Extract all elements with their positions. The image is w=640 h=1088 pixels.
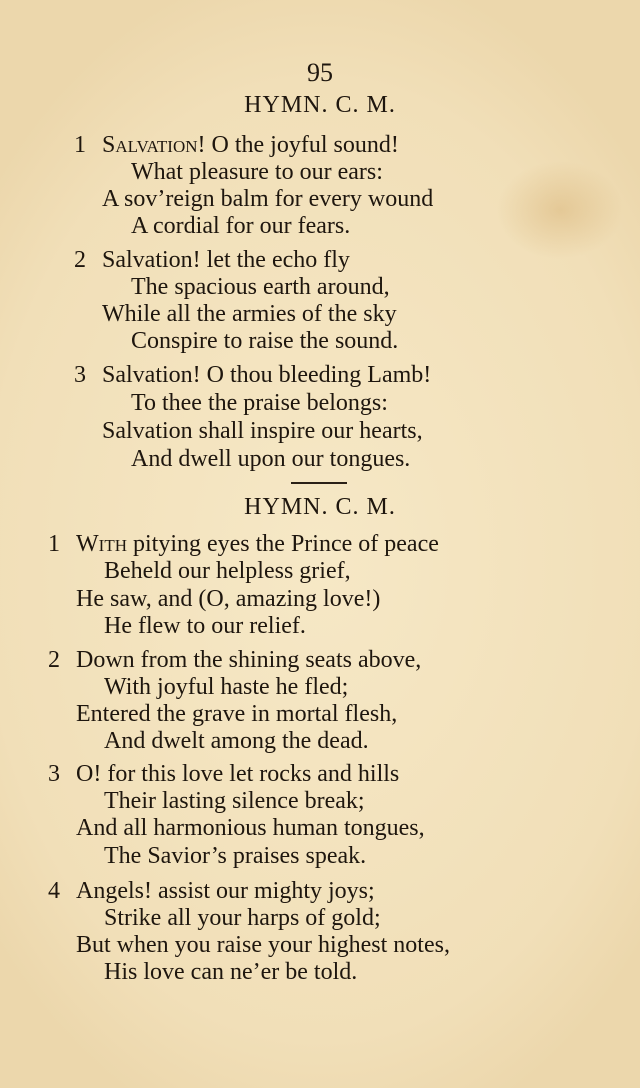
verse-line-text: ! O the joyful sound! (197, 132, 399, 158)
verse-number: 3 (74, 362, 86, 388)
verse-line: And dwell upon our tongues. (131, 446, 411, 472)
verse-number: 1 (74, 132, 86, 158)
verse-number: 1 (48, 531, 60, 557)
verse-line: While all the armies of the sky (102, 301, 397, 327)
verse-line: What pleasure to our ears: (131, 159, 383, 185)
verse-line: A cordial for our fears. (131, 213, 351, 239)
verse-line: Conspire to raise the sound. (131, 328, 399, 354)
verse-number: 4 (48, 878, 60, 904)
verse-line: And all harmonious human tongues, (76, 815, 425, 841)
verse-line: Salvation! let the echo fly (102, 247, 350, 273)
verse-line: Their lasting silence break; (104, 788, 365, 814)
verse-line: The spacious earth around, (131, 274, 390, 300)
section-divider (291, 482, 347, 484)
hymn-title: HYMN. C. M. (244, 92, 396, 118)
page-number: 95 (307, 58, 333, 87)
first-word: With (76, 531, 127, 557)
verse-line: O! for this love let rocks and hills (76, 761, 400, 787)
hymn-title: HYMN. C. M. (244, 494, 396, 520)
verse-line: Salvation shall inspire our hearts, (102, 418, 423, 444)
verse-number: 2 (48, 647, 60, 673)
verse-line (102, 132, 399, 158)
verse-line: But when you raise your highest notes, (76, 932, 450, 958)
verse-line: Salvation! O thou bleeding Lamb! (102, 362, 432, 388)
verse-line: A sov’reign balm for every wound (102, 186, 434, 212)
verse-line: With joyful haste he fled; (104, 674, 349, 700)
verse-line: His love can ne’er be told. (104, 959, 358, 985)
verse-line (76, 531, 439, 557)
verse-line: The Savior’s praises speak. (104, 843, 367, 869)
verse-line: He flew to our relief. (104, 613, 306, 639)
verse-number: 2 (74, 247, 86, 273)
verse-line: He saw, and (O, amazing love!) (76, 586, 381, 612)
verse-line: Strike all your harps of gold; (104, 905, 381, 931)
verse-line: Beheld our helpless grief, (104, 558, 351, 584)
verse-line: To thee the praise belongs: (131, 390, 388, 416)
verse-line: And dwelt among the dead. (104, 728, 369, 754)
verse-line: Down from the shining seats above, (76, 647, 422, 673)
first-word: Salvation (102, 132, 198, 158)
verse-line-text: pitying eyes the Prince of peace (126, 531, 439, 557)
verse-line: Entered the grave in mortal flesh, (76, 701, 398, 727)
verse-number: 3 (48, 761, 60, 787)
verse-line: Angels! assist our mighty joys; (76, 878, 375, 904)
